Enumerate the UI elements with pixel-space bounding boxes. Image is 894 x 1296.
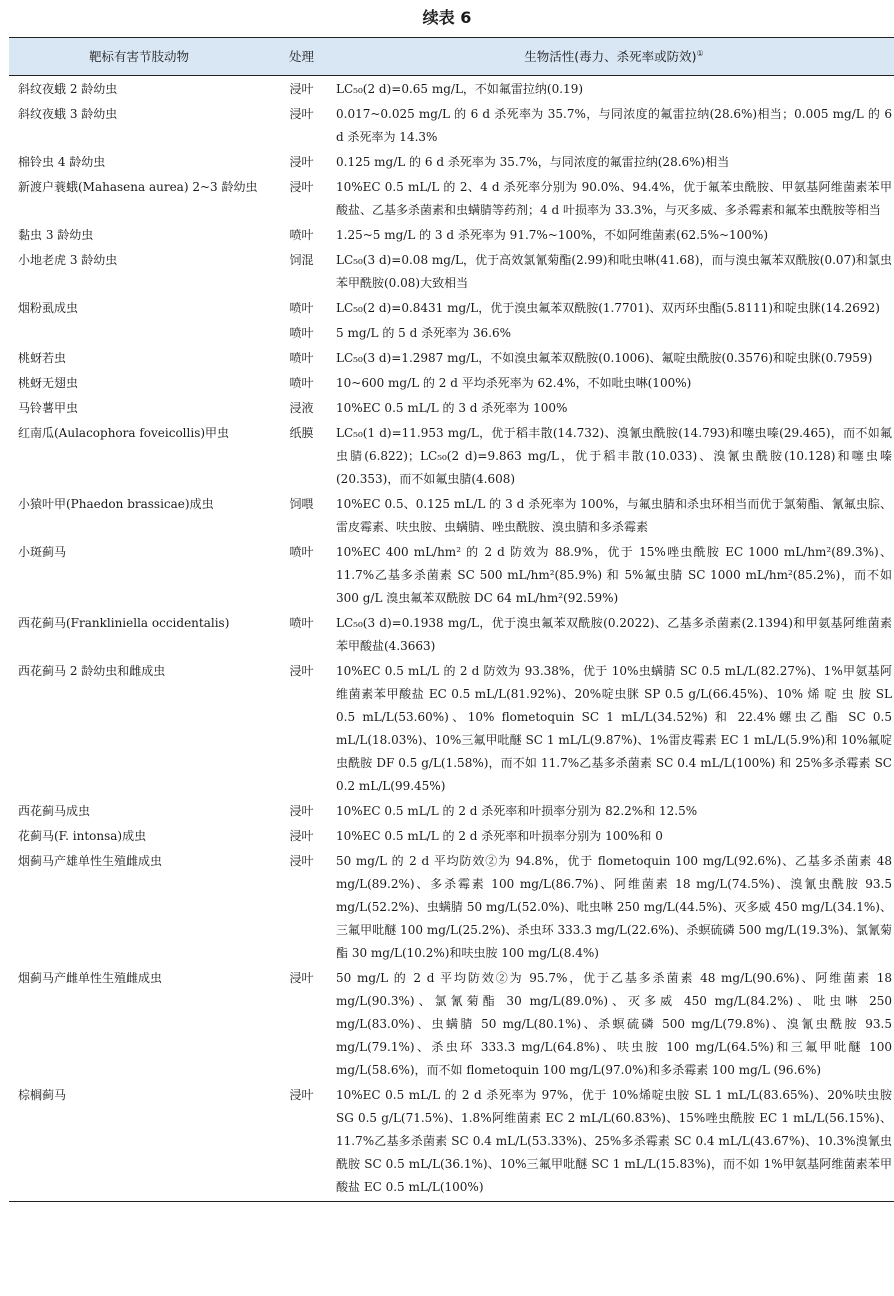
cell-activity: 10%EC 0.5 mL/L 的 2 d 杀死率为 97%，优于 10%烯啶虫胺 SL 1 mL/L(83.65%)、20%呋虫胺 SG 0.5 g/L(71.5%)、1.8%阿维菌素 EC 2 mL/L(60.83%)、15%唑虫酰胺 EC 1 mL/L(56.15%)、11.7%乙基多杀菌素 SC 0.4 mL/L(53.33%)、25%多杀霉素 SC 0.4 mL/L(43.67%)、10.3%溴氰虫酰胺 SC 0.5 mL/L(36.1%)、10%三氟甲吡醚 SC 1 mL/L(15.83%)，而不如 1%甲氨基阿维菌素苯甲酸盐 EC 0.5 mL/L(100%) xyxy=(334,1082,894,1202)
cell-treatment: 浸叶 xyxy=(289,804,314,818)
table-row xyxy=(9,345,894,370)
cell-activity: 0.017~0.025 mg/L 的 6 d 杀死率为 35.7%，与同浓度的氟雷拉纳(28.6%)相当；0.005 mg/L 的 6 d 杀死率为 14.3% xyxy=(336,107,892,144)
cell-activity: LC₅₀(2 d)=0.65 mg/L，不如氟雷拉纳(0.19) xyxy=(336,82,584,96)
table-row xyxy=(9,222,894,247)
cell-treatment: 喷叶 xyxy=(289,616,314,630)
cell-activity: 10%EC 0.5 mL/L 的 3 d 杀死率为 100% xyxy=(336,401,568,415)
cell-activity: LC₅₀(2 d)=0.8431 mg/L，优于溴虫氟苯双酰胺(1.7701)、双丙环虫酯(5.8111)和啶虫脒(14.2692) xyxy=(336,301,880,315)
table-row xyxy=(9,848,894,965)
cell-activity: LC₅₀(1 d)=11.953 mg/L，优于稻丰散(14.732)、溴氰虫酰胺(14.793)和噻虫嗪(29.465)，而不如氟虫腈(6.822)；LC₅₀(2 d)=9.863 mg/L，优于稻丰散(10.033)、溴氰虫酰胺(10.128)和噻虫嗪(20.353)，而不如氟虫腈(4.608) xyxy=(336,426,892,486)
cell-treatment: 喷叶 xyxy=(289,326,314,340)
cell-target: 小地老虎 3 龄幼虫 xyxy=(18,253,118,267)
table-row xyxy=(9,174,894,222)
table-row xyxy=(9,295,894,320)
table-row xyxy=(9,101,894,149)
table-row xyxy=(9,658,894,798)
cell-treatment: 喷叶 xyxy=(289,228,314,242)
cell-target: 小斑蓟马 xyxy=(18,545,67,559)
cell-activity: 10%EC 0.5 mL/L 的 2 d 防效为 93.38%，优于 10%虫螨腈 SC 0.5 mL/L(82.27%)、1%甲氨基阿维菌素苯甲酸盐 EC 0.5 mL/L(81.92%)、20%啶虫脒 SP 0.5 g/L(66.45%)、10% 烯 啶 虫 胺 SL 0.5 mL/L(53.60%)、10% flometoquin SC 1 mL/L(34.52%) 和 22.4%螺虫乙酯 SC 0.5 mL/L(18.03%)、10%三氟甲吡醚 SC 1 mL/L(9.87%)、1%雷皮霉素 EC 1 mL/L(5.9%)和 10%氟啶虫酰胺 DF 0.5 g/L(1.58%)，而不如 11.7%乙基多杀菌素 SC 0.4 mL/L(100%) 和 25%多杀霉素 SC 0.2 mL/L(99.45%) xyxy=(336,664,892,793)
cell-treatment: 浸叶 xyxy=(289,829,314,843)
cell-treatment: 浸叶 xyxy=(289,82,314,96)
cell-treatment: 浸叶 xyxy=(269,1082,334,1202)
cell-target: 西花蓟马(Frankliniella occidentalis) xyxy=(18,616,230,630)
cell-target: 西花蓟马 2 龄幼虫和雌成虫 xyxy=(18,664,166,678)
table-row xyxy=(9,76,894,102)
cell-treatment: 纸膜 xyxy=(289,426,314,440)
table-title: 续表 6 xyxy=(422,8,472,27)
cell-target: 棉铃虫 4 龄幼虫 xyxy=(18,155,106,169)
col-header-target: 靶标有害节肢动物 xyxy=(9,38,269,76)
table-row xyxy=(9,149,894,174)
cell-treatment: 浸叶 xyxy=(289,971,314,985)
table-row xyxy=(9,247,894,295)
cell-activity: 10%EC 0.5 mL/L 的 2 d 杀死率和叶损率分别为 82.2%和 12.5% xyxy=(336,804,698,818)
cell-treatment: 喷叶 xyxy=(289,301,314,315)
cell-activity: LC₅₀(3 d)=1.2987 mg/L，不如溴虫氟苯双酰胺(0.1006)、氟啶虫酰胺(0.3576)和啶虫脒(0.7959) xyxy=(336,351,873,365)
cell-treatment: 喷叶 xyxy=(289,545,314,559)
table-header-row xyxy=(9,38,894,76)
cell-target: 红南瓜(Aulacophora foveicollis)甲虫 xyxy=(18,426,230,440)
table-body xyxy=(9,76,894,1202)
cell-target: 烟粉虱成虫 xyxy=(18,301,79,315)
cell-treatment: 浸叶 xyxy=(289,854,314,868)
col-header-treatment: 处理 xyxy=(269,38,334,76)
data-table xyxy=(9,37,894,1202)
table-row xyxy=(9,965,894,1082)
table-row xyxy=(9,610,894,658)
cell-target: 桃蚜无翅虫 xyxy=(18,376,79,390)
cell-activity: 50 mg/L 的 2 d 平均防效②为 95.7%，优于乙基多杀菌素 48 mg/L(90.6%)、阿维菌素 18 mg/L(90.3%)、氯氰菊酯 30 mg/L(89.0%)、灭多威 450 mg/L(84.2%)、吡虫啉 250 mg/L(83.0%)、虫螨腈 50 mg/L(80.1%)、杀螟硫磷 500 mg/L(79.8%)、溴氰虫酰胺 93.5 mg/L(79.1%)、杀虫环 333.3 mg/L(64.8%)、呋虫胺 100 mg/L(64.5%)和三氟甲吡醚 100 mg/L(58.6%)，而不如 flometoquin 100 mg/L(97.0%)和多杀霉素 100 mg/L (96.6%) xyxy=(336,971,892,1077)
cell-target: 黏虫 3 龄幼虫 xyxy=(18,228,94,242)
table-row xyxy=(9,320,894,345)
cell-treatment: 浸液 xyxy=(289,401,314,415)
cell-activity: 1.25~5 mg/L 的 3 d 杀死率为 91.7%~100%，不如阿维菌素(62.5%~100%) xyxy=(336,228,769,242)
cell-activity: 50 mg/L 的 2 d 平均防效②为 94.8%，优于 flometoquin 100 mg/L(92.6%)、乙基多杀菌素 48 mg/L(89.2%)、多杀霉素 100 mg/L(86.7%)、阿维菌素 18 mg/L(74.5%)、溴氰虫酰胺 93.5 mg/L(52.2%)、虫螨腈 50 mg/L(52.0%)、吡虫啉 250 mg/L(44.5%)、灭多威 450 mg/L(34.1%)、三氟甲吡醚 100 mg/L(25.2%)、杀虫环 333.3 mg/L(22.6%)、杀螟硫磷 500 mg/L(19.3%)、氯氰菊酯 30 mg/L(10.2%)和呋虫胺 100 mg/L(8.4%) xyxy=(336,854,892,960)
cell-target: 棕榈蓟马 xyxy=(9,1082,269,1202)
cell-target: 桃蚜若虫 xyxy=(18,351,67,365)
cell-target: 新渡户蓑蛾(Mahasena aurea) 2~3 龄幼虫 xyxy=(18,180,258,194)
cell-treatment: 浸叶 xyxy=(289,664,314,678)
cell-activity: 10~600 mg/L 的 2 d 平均杀死率为 62.4%，不如吡虫啉(100%) xyxy=(336,376,692,390)
table-row xyxy=(9,798,894,823)
table-row xyxy=(9,823,894,848)
cell-activity: 10%EC 0.5、0.125 mL/L 的 3 d 杀死率为 100%，与氟虫腈和杀虫环相当而优于氯菊酯、氰氟虫腙、雷皮霉素、呋虫胺、虫螨腈、唑虫酰胺、溴虫腈和多杀霉素 xyxy=(336,497,892,534)
cell-activity: 5 mg/L 的 5 d 杀死率为 36.6% xyxy=(336,326,512,340)
cell-treatment: 浸叶 xyxy=(289,180,314,194)
cell-target: 斜纹夜蛾 2 龄幼虫 xyxy=(18,82,118,96)
cell-activity: 10%EC 0.5 mL/L 的 2 d 杀死率和叶损率分别为 100%和 0 xyxy=(336,829,663,843)
table-row xyxy=(9,395,894,420)
cell-activity: LC₅₀(3 d)=0.08 mg/L，优于高效氯氰菊酯(2.99)和吡虫啉(41.68)，而与溴虫氟苯双酰胺(0.07)和氯虫苯甲酰胺(0.08)大致相当 xyxy=(336,253,892,290)
cell-target: 马铃薯甲虫 xyxy=(18,401,79,415)
cell-activity: LC₅₀(3 d)=0.1938 mg/L，优于溴虫氟苯双酰胺(0.2022)、乙基多杀菌素(2.1394)和甲氨基阿维菌素苯甲酸盐(4.3663) xyxy=(336,616,892,653)
cell-treatment: 浸叶 xyxy=(289,155,314,169)
cell-treatment: 饲喂 xyxy=(289,497,314,511)
col-header-activity xyxy=(334,38,894,76)
cell-treatment: 饲混 xyxy=(289,253,314,267)
cell-target xyxy=(9,320,269,345)
footnote-mark: ① xyxy=(696,48,704,58)
cell-target: 小猿叶甲(Phaedon brassicae)成虫 xyxy=(18,497,214,511)
cell-target: 西花蓟马成虫 xyxy=(18,804,91,818)
cell-activity: 10%EC 0.5 mL/L 的 2、4 d 杀死率分别为 90.0%、94.4%，优于氟苯虫酰胺、甲氨基阿维菌素苯甲酸盐、乙基多杀菌素和虫螨腈等药剂；4 d 叶损率为 33.3%，与灭多威、多杀霉素和氟苯虫酰胺等相当 xyxy=(336,180,892,217)
table-row xyxy=(9,370,894,395)
cell-treatment: 浸叶 xyxy=(289,107,314,121)
table-row xyxy=(9,539,894,610)
cell-treatment: 喷叶 xyxy=(289,351,314,365)
table-row xyxy=(9,1082,894,1202)
cell-target: 烟蓟马产雌单性生殖雌成虫 xyxy=(18,971,163,985)
cell-target: 斜纹夜蛾 3 龄幼虫 xyxy=(18,107,118,121)
cell-treatment: 喷叶 xyxy=(289,376,314,390)
table-row xyxy=(9,491,894,539)
cell-target: 花蓟马(F. intonsa)成虫 xyxy=(18,829,147,843)
table-row xyxy=(9,420,894,491)
col-header-activity-label: 生物活性(毒力、杀死率或防效) xyxy=(524,49,697,64)
cell-activity: 0.125 mg/L 的 6 d 杀死率为 35.7%，与同浓度的氟雷拉纳(28.6%)相当 xyxy=(336,155,730,169)
cell-activity: 10%EC 400 mL/hm² 的 2 d 防效为 88.9%，优于 15%唑虫酰胺 EC 1000 mL/hm²(89.3%)、11.7%乙基多杀菌素 SC 500 mL/hm²(85.9%) 和 5%氟虫腈 SC 1000 mL/hm²(85.2%)，而不如 300 g/L 溴虫氟苯双酰胺 DC 64 mL/hm²(92.59%) xyxy=(336,545,892,605)
cell-target: 烟蓟马产雄单性生殖雌成虫 xyxy=(18,854,163,868)
